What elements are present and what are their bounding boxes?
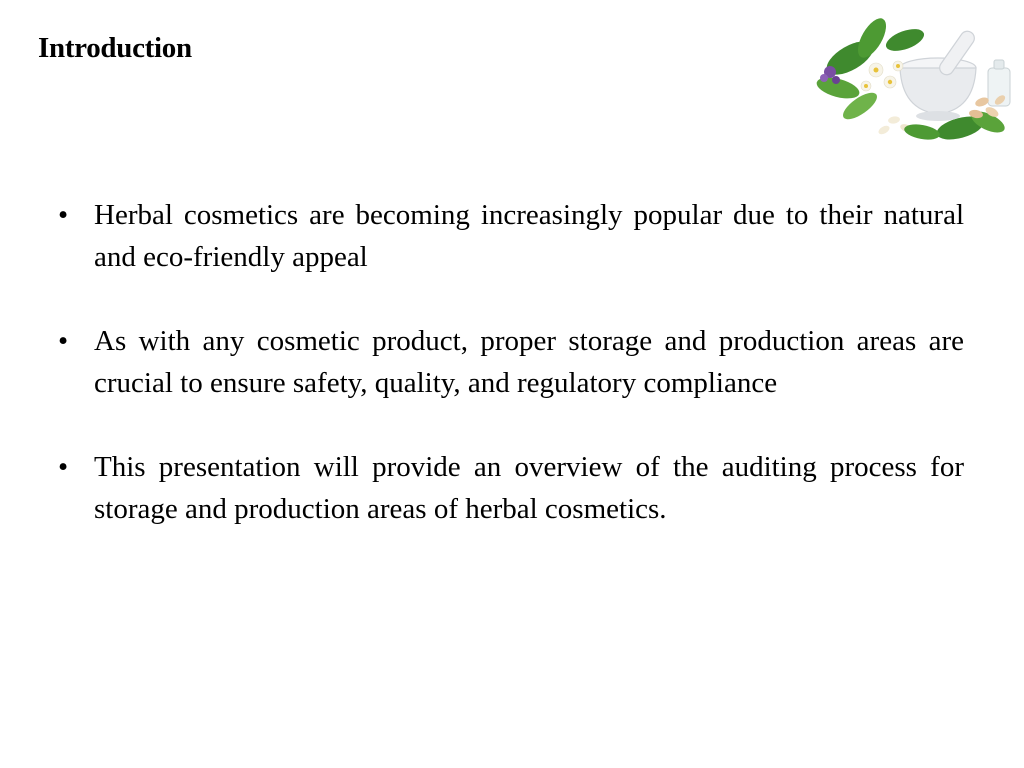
bullet-marker: • bbox=[58, 325, 69, 357]
bullet-marker: • bbox=[58, 451, 69, 483]
bullet-text: This presentation will provide an overview of the auditing process for storage and production areas of herbal cosmetics. bbox=[94, 451, 964, 525]
bullet-item bbox=[58, 194, 964, 278]
bullet-item bbox=[58, 320, 964, 404]
herbs-mortar-pestle-icon bbox=[810, 10, 1022, 155]
slide-title: Introduction bbox=[38, 32, 192, 64]
bullet-item bbox=[58, 446, 964, 530]
bullet-list bbox=[58, 194, 964, 572]
bullet-text: Herbal cosmetics are becoming increasingly popular due to their natural and eco-friendly appeal bbox=[94, 199, 964, 273]
bullet-text: As with any cosmetic product, proper storage and production areas are crucial to ensure safety, quality, and regulatory compliance bbox=[94, 325, 964, 399]
bullet-marker: • bbox=[58, 199, 69, 231]
